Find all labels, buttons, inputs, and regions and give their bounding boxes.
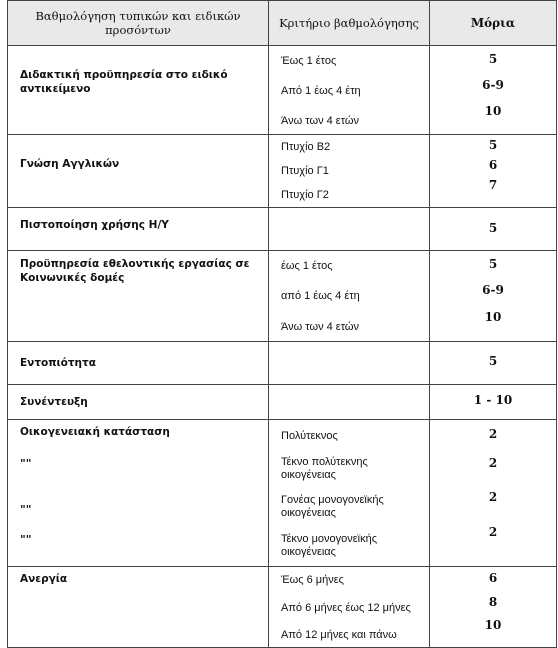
sub-criterion: από 1 έως 4 έτη [281,289,360,302]
table-row-teaching-experience [8,46,557,135]
points-value: 10 [484,618,502,632]
points-value: 2 [488,456,498,470]
sub-criterion: Πολύτεκνος [281,429,338,442]
points-value: 5 [488,221,498,235]
scoring-table [7,0,557,648]
header-points: Μόρια [430,1,557,46]
criterion-label: Εντοπιότητα [20,357,96,369]
header-criterion: Κριτήριο βαθμολόγησης [269,1,430,46]
points-value: 5 [488,354,498,368]
sub-criterion: Τέκνο μονογονεϊκής οικογένειας [281,533,378,558]
points-value: 2 [488,490,498,504]
table-row-computer-cert [8,208,557,251]
sub-criterion: Πτυχίο Γ2 [281,188,329,201]
criterion-label: Διδακτική προϋπηρεσία στο ειδικό αντικείμενο [20,69,228,95]
points-value: 10 [484,310,502,324]
criterion-label: Γνώση Αγγλικών [20,158,120,170]
header-qualifications: Βαθμολόγηση τυπικών και ειδικών προσόντων [8,1,269,46]
points-value: 6 [488,571,498,585]
sub-criterion: Έως 6 μήνες [281,573,344,586]
table-row-volunteer [8,251,557,342]
sub-criterion: Άνω των 4 ετών [281,320,359,333]
criterion-label: Οικογενειακή κατάσταση [20,426,170,438]
sub-criterion: Γονέας μονογονεϊκής οικογένειας [281,494,384,519]
criterion-label: Πιστοποίηση χρήσης Η/Υ [20,219,169,231]
table-row-english [8,135,557,208]
sub-criterion [269,208,429,250]
points-value: 6 [488,158,498,172]
sub-criterion: Από 6 μήνες έως 12 μήνες [281,601,411,614]
sub-criterion: Τέκνο πολύτεκνης οικογένειας [281,456,368,481]
ditto-mark: "" [20,457,32,470]
ditto-mark: "" [20,503,32,516]
points-value: 7 [488,178,498,192]
points-value: 6-9 [482,78,504,92]
table-header-row [8,1,557,46]
criterion-label: Προϋπηρεσία εθελοντικής εργασίας σε Κοινωνικές δομές [20,258,250,284]
points-value: 6-9 [482,283,504,297]
points-value: 8 [488,595,498,609]
points-value: 5 [488,257,498,271]
points-value: 2 [488,427,498,441]
points-value: 5 [488,138,498,152]
sub-criterion [269,342,429,384]
sub-criterion: έως 1 έτος [281,259,333,272]
sub-criterion: Άνω των 4 ετών [281,114,359,127]
points-value: 2 [488,525,498,539]
sub-criterion: Από 1 έως 4 έτη [281,84,361,97]
criterion-label: Ανεργία [20,573,68,585]
sub-criterion: Από 12 μήνες και πάνω [281,628,397,641]
sub-criterion: Έως 1 έτος [281,54,337,67]
sub-criterion [269,385,429,419]
points-value: 10 [484,104,502,118]
sub-criterion: Πτυχίο Β2 [281,140,331,153]
table-row-family-status [8,420,557,567]
sub-criterion: Πτυχίο Γ1 [281,164,329,177]
table-row-unemployment [8,567,557,648]
scoring-table-page [7,0,553,641]
table-row-locality [8,342,557,385]
criterion-label: Συνέντευξη [20,396,88,408]
ditto-mark: "" [20,533,32,546]
points-value: 5 [488,52,498,66]
points-value: 1 - 10 [473,393,513,407]
table-row-interview [8,385,557,420]
